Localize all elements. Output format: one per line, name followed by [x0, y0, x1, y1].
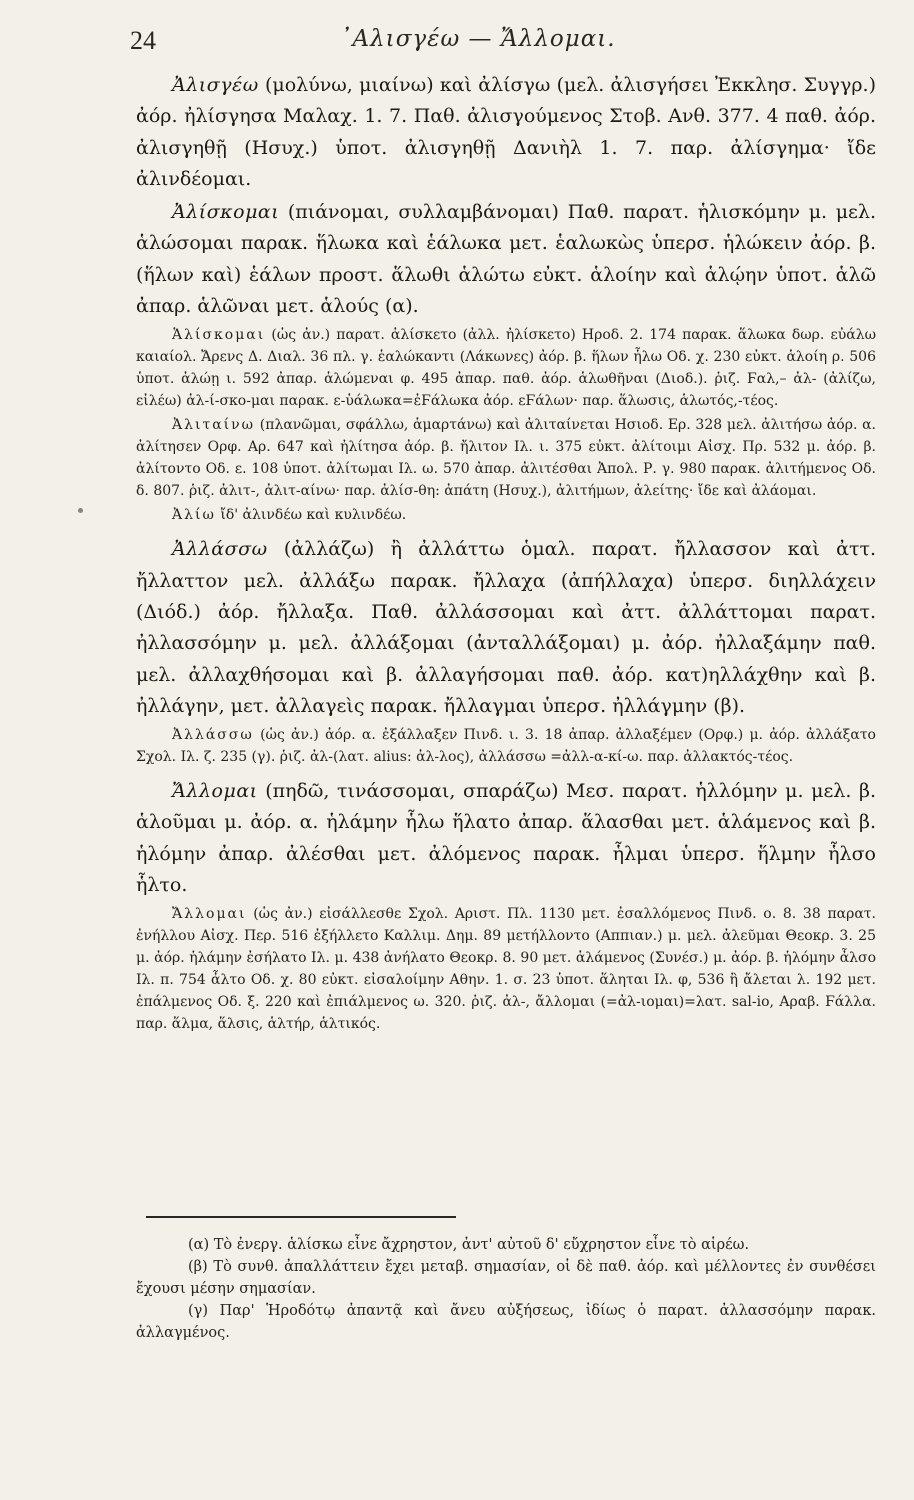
entry-lemma: Ἀλισγέω — [172, 74, 259, 96]
entry-lemma: Ἄλλομαι — [172, 780, 258, 803]
entry-lemma: Ἀλίσκομαι — [172, 201, 280, 224]
footnote-rule — [146, 1216, 456, 1218]
note-aliskomai — [136, 324, 876, 412]
note-text: (ὡς ἀν.) παρατ. ἁλίσκετο (ἀλλ. ἠλίσκετο) Ηροδ. 2. 174 παρακ. ἅλωκα δωρ. εὐάλω καιαίολ. Ἄρενς Δ. Διαλ. 36 πλ. γ. ἑαλώκαντι (Λάκωνες) ἀόρ. β. ἥλων ἧλω Οδ. χ. 230 εὐκτ. ἁλοίη ρ. 506 ὑποτ. ἁλώῃ ι. 592 ἀπαρ. ἁλώμεναι φ. 495 ἀπαρ. παθ. ἀόρ. ἁλωθῆναι (Διοδ.). ῥιζ. Ϝαλ,– ἀλ- (ἀλίζω, εἰλέω) ἀλ-ί-σκο-μαι παρακ. ε-ὑάλωκα=ἐϜάλωκα ἀόρ. εϜάλων· παρ. ἅλωσις, ἁλωτός,-τέος. — [136, 327, 876, 410]
note-text: (ὡς ἀν.) εἰσάλλεσθε Σχολ. Αριστ. Πλ. 1130 μετ. ἐσαλλόμενος Πινδ. ο. 8. 38 παρατ. ἐνήλλου Αἰσχ. Περ. 516 ἐξήλλετο Καλλιμ. Δημ. 89 μετήλλοντο (Αππιαν.) μ. μελ. ἀλεῦμαι Θεοκρ. 3. 25 μ. ἀόρ. ἡλάμην ἐσήλατο Ιλ. μ. 438 ἀνήλατο Θεοκρ. 8. 90 μετ. ἁλάμενος (Συνέσ.) μ. ἀόρ. β. ἡλόμην ἆλσο Ιλ. π. 754 ἆλτο Οδ. χ. 80 εὐκτ. εἰσαλοίμην Αθην. 1. σ. 23 ὑποτ. ἅληται Ιλ. φ, 536 ἢ ἄλεται λ. 192 μετ. ἐπάλμενος Οδ. ξ. 220 καὶ ἐπιάλμενος ω. 320. ῥιζ. ἀλ-, ἄλλομαι (=ἀλ-ιομαι)=λατ. sal-io, Αραβ. Ϝάλλα. παρ. ἅλμα, ἅλσις, ἁλτήρ, ἁλτικός. — [136, 906, 876, 1033]
note-lemma: Ἀλίω — [172, 507, 216, 524]
note-text: ἴδ' ἀλινδέω καὶ κυλινδέω. — [220, 507, 407, 524]
note-lemma: Ἀλιταίνω — [172, 417, 256, 434]
ink-spot — [78, 508, 83, 513]
entry-text: (ἀλλάζω) ἢ ἀλλάττω ὁμαλ. παρατ. ἤλλασσον καὶ ἀττ. ἤλλαττον μελ. ἀλλάξω παρακ. ἤλλαχα (ἀπήλλαχα) ὑπερσ. διηλλάχειν (Διόδ.) ἀόρ. ἤλλαξα. Παθ. ἀλλάσσομαι καὶ ἀττ. ἀλλάττομαι παρατ. ἠλλασσόμην μ. μελ. ἀλλάξομαι (ἀνταλλάξομαι) μ. ἀόρ. ἠλλαξάμην παθ. μελ. ἀλλαχθήσομαι καὶ β. ἀλλαγήσομαι παθ. ἀόρ. κατ)ηλλάχθην καὶ β. ἠλλάγην, μετ. ἀλλαγεὶς παρακ. ἤλλαγμαι ὑπερσ. ἠλλάγμην (β). — [136, 538, 876, 717]
note-alio — [136, 504, 876, 526]
note-text: (πλανῶμαι, σφάλλω, ἁμαρτάνω) καὶ ἀλιταίνεται Ησιοδ. Ερ. 328 μελ. ἀλιτήσω ἀόρ. α. ἀλίτησεν Ορφ. Αρ. 647 καὶ ἠλίτησα ἀόρ. β. ἤλιτον Ιλ. ι. 375 εὐκτ. ἀλίτοιμι Αἰσχ. Πρ. 532 μ. ἀόρ. β. ἀλίτοντο Οδ. ε. 108 ὑποτ. ἀλίτωμαι Ιλ. ω. 570 ἀπαρ. ἀλιτέσθαι Ἀπολ. Ρ. γ. 980 παρακ. ἀλιτήμενος Οδ. δ. 807. ῥιζ. ἀλιτ-, ἀλιτ-αίνω· παρ. ἀλίσ-θη: ἀπάτη (Ησυχ.), ἀλιτήμων, ἀλείτης· ἴδε καὶ ἀλάομαι. — [136, 417, 877, 500]
note-lemma: Ἀλλάσσω — [172, 727, 254, 744]
footnote-b: (β) Τὸ συνθ. ἀπαλλάττειν ἔχει μεταβ. σημασίαν, οἱ δὲ παθ. ἀόρ. καὶ μέλλοντες ἐν συνθέσει ἔχουσι μέσην σημασίαν. — [136, 1259, 876, 1297]
footnote-a: (α) Τὸ ἐνεργ. ἁλίσκω εἶνε ἄχρηστον, ἀντ' αὐτοῦ δ' εὔχρηστον εἶνε τὸ αἱρέω. — [188, 1237, 750, 1253]
entry-aliskomai — [136, 197, 876, 322]
entry-text: (μολύνω, μιαίνω) καὶ ἀλίσγω (μελ. ἀλισγήσει Ἐκκλησ. Συγγρ.) ἀόρ. ἠλίσγησα Μαλαχ. 1. 7. Παθ. ἀλισγούμενος Στοβ. Ανθ. 377. 4 παθ. ἀόρ. ἀλισγηθῇ (Ησυχ.) ὑποτ. ἀλισγηθῇ Δανιὴλ 1. 7. παρ. ἀλίσγημα· ἴδε ἀλινδέομαι. — [136, 74, 876, 190]
body-text — [136, 70, 876, 1037]
page-header — [130, 20, 874, 64]
running-head: ᾿Αλισγέω — Ἄλλομαι. — [340, 26, 616, 52]
entry-text: (πιάνομαι, συλλαμβάνομαι) Παθ. παρατ. ἡλισκόμην μ. μελ. ἁλώσομαι παρακ. ἥλωκα καὶ ἑάλωκα μετ. ἑαλωκὼς ὑπερσ. ἡλώκειν ἀόρ. β. (ἥλων καὶ) ἑάλων προστ. ἅλωθι ἁλώτω εὐκτ. ἁλοίην καὶ ἁλῴην ὑποτ. ἁλῶ ἀπαρ. ἁλῶναι μετ. ἁλούς (α). — [136, 201, 876, 318]
entry-alisgeo — [136, 70, 876, 195]
note-allomai — [136, 903, 876, 1035]
entry-allasso — [136, 534, 876, 722]
note-alitaino — [136, 414, 876, 502]
note-text: (ὡς ἀν.) ἀόρ. α. ἐξάλλαξεν Πινδ. ι. 3. 18 ἀπαρ. ἀλλαξέμεν (Ορφ.) μ. ἀόρ. ἀλλάξατο Σχολ. Ιλ. ζ. 235 (γ). ῥιζ. ἀλ-(λατ. alius: ἀλ-λος), ἀλλάσσω =ἀλλ-α-κί-ω. παρ. ἀλλακτός-τέος. — [136, 727, 876, 766]
note-lemma: Ἄλλομαι — [172, 906, 247, 923]
entry-lemma: Ἀλλάσσω — [172, 538, 268, 561]
footnote-c: (γ) Παρ' Ἡροδότῳ ἀπαντᾷ καὶ ἄνευ αὐξήσεως, ἰδίως ὁ παρατ. ἀλλασσόμην παρακ. ἀλλαγμένος. — [136, 1303, 876, 1341]
note-allasso — [136, 724, 876, 768]
entry-allomai — [136, 776, 876, 901]
footnotes — [136, 1234, 876, 1344]
page-number: 24 — [130, 26, 156, 55]
entry-text: (πηδῶ, τινάσσομαι, σπαράζω) Μεσ. παρατ. ἡλλόμην μ. μελ. β. ἁλοῦμαι μ. ἀόρ. α. ἡλάμην ἧλω ἥλατο ἀπαρ. ἅλασθαι μετ. ἁλάμενος καὶ β. ἡλόμην ἀπαρ. ἀλέσθαι μετ. ἀλόμενος παρακ. ἧλμαι ὑπερσ. ἥλμην ἧλσο ἧλτο. — [136, 780, 876, 897]
note-lemma: Ἁλίσκομαι — [172, 327, 266, 344]
